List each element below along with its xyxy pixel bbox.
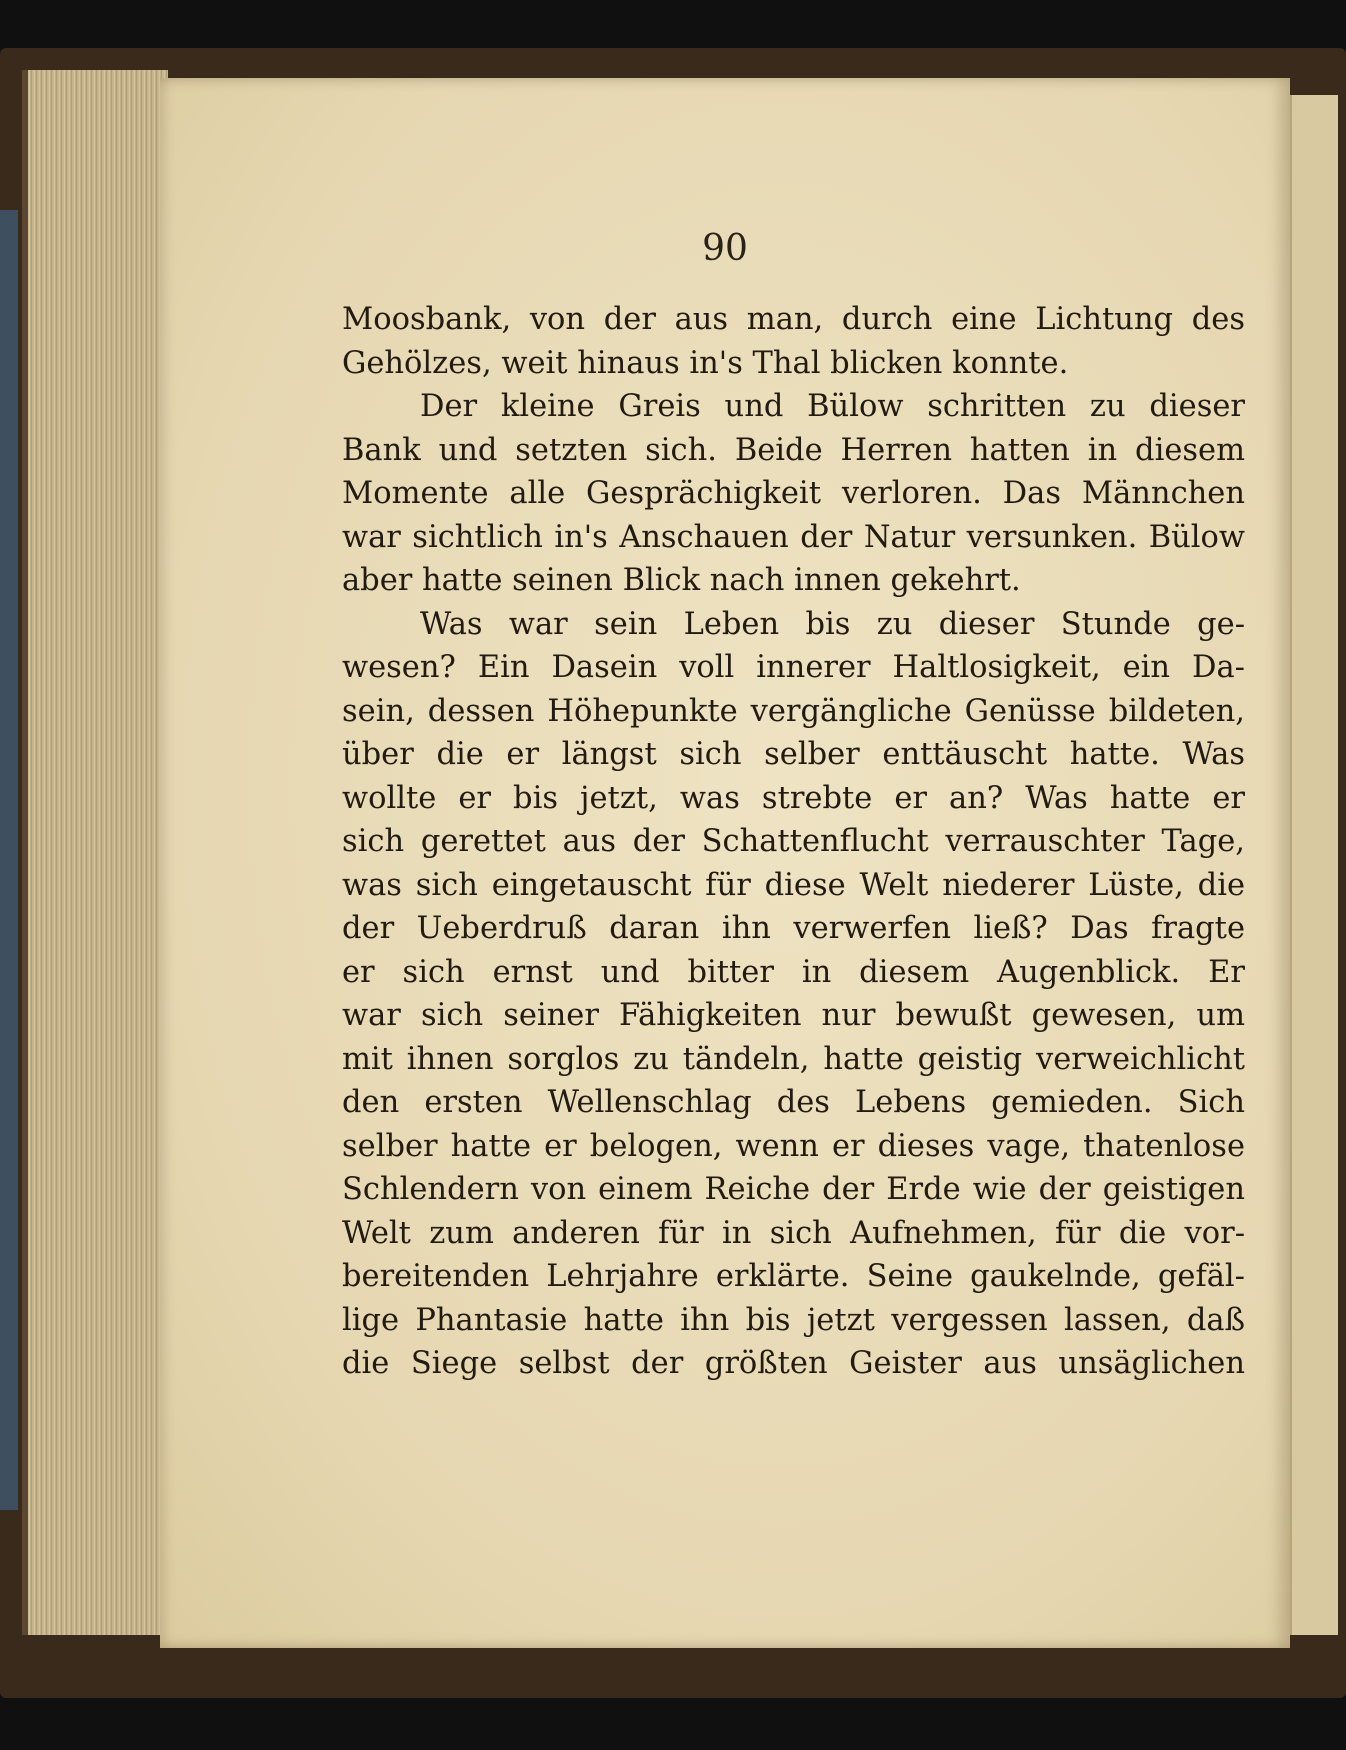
text-line: Bank und setzten sich. Beide Herren hatten in diesem	[342, 432, 1245, 468]
text-line: war sichtlich in's Anschauen der Natur versunken. Bülow	[342, 519, 1245, 555]
text-line: sein, dessen Höhepunkte vergängliche Genüsse bildeten,	[342, 693, 1245, 729]
text-line: er sich ernst und bitter in diesem Augenblick. Er	[342, 954, 1245, 990]
text-line: über die er längst sich selber enttäuscht hatte. Was	[342, 737, 1245, 772]
text-line: die Siege selbst der größten Geister aus unsäglichen	[342, 1346, 1245, 1381]
text-line: Momente alle Gesprächigkeit verloren. Das Männchen	[342, 476, 1245, 511]
text-line: war sich seiner Fähigkeiten nur bewußt gewesen, um	[342, 998, 1245, 1033]
book-page	[160, 78, 1290, 1648]
text-line: lige Phantasie hatte ihn bis jetzt vergessen lassen, daß	[342, 1302, 1245, 1338]
text-line: aber hatte seinen Blick nach innen gekehrt.	[342, 563, 1021, 598]
page-number: 90	[702, 228, 748, 269]
text-line: Moosbank, von der aus man, durch eine Lichtung des	[342, 302, 1245, 337]
text-line: Was war sein Leben bis zu dieser Stunde ge-	[420, 606, 1245, 642]
text-line: wollte er bis jetzt, was strebte er an? Was hatte er	[342, 780, 1245, 816]
text-line: selber hatte er belogen, wenn er dieses vage, thatenlose	[342, 1128, 1245, 1164]
text-line: sich gerettet aus der Schattenflucht verrauschter Tage,	[342, 824, 1245, 859]
spine-lining	[0, 210, 18, 1510]
text-line: der Ueberdruß daran ihn verwerfen ließ? Das fragte	[342, 911, 1245, 946]
text-line: den ersten Wellenschlag des Lebens gemieden. Sich	[342, 1085, 1245, 1120]
text-line: Der kleine Greis und Bülow schritten zu dieser	[420, 389, 1245, 424]
body-text	[342, 298, 1245, 1386]
facing-page-edge	[1290, 95, 1338, 1635]
text-line: mit ihnen sorglos zu tändeln, hatte geistig verweichlicht	[342, 1041, 1245, 1077]
page-edges	[22, 70, 168, 1635]
text-line: Welt zum anderen für in sich Aufnehmen, für die vor-	[342, 1215, 1245, 1251]
text-line: bereitenden Lehrjahre erklärte. Seine gaukelnde, gefäl-	[342, 1259, 1245, 1294]
text-line: Gehölzes, weit hinaus in's Thal blicken konnte.	[342, 345, 1069, 381]
text-line: was sich eingetauscht für diese Welt niederer Lüste, die	[342, 867, 1245, 903]
text-line: wesen? Ein Dasein voll innerer Haltlosigkeit, ein Da-	[342, 650, 1245, 685]
text-line: Schlendern von einem Reiche der Erde wie der geistigen	[342, 1172, 1245, 1207]
